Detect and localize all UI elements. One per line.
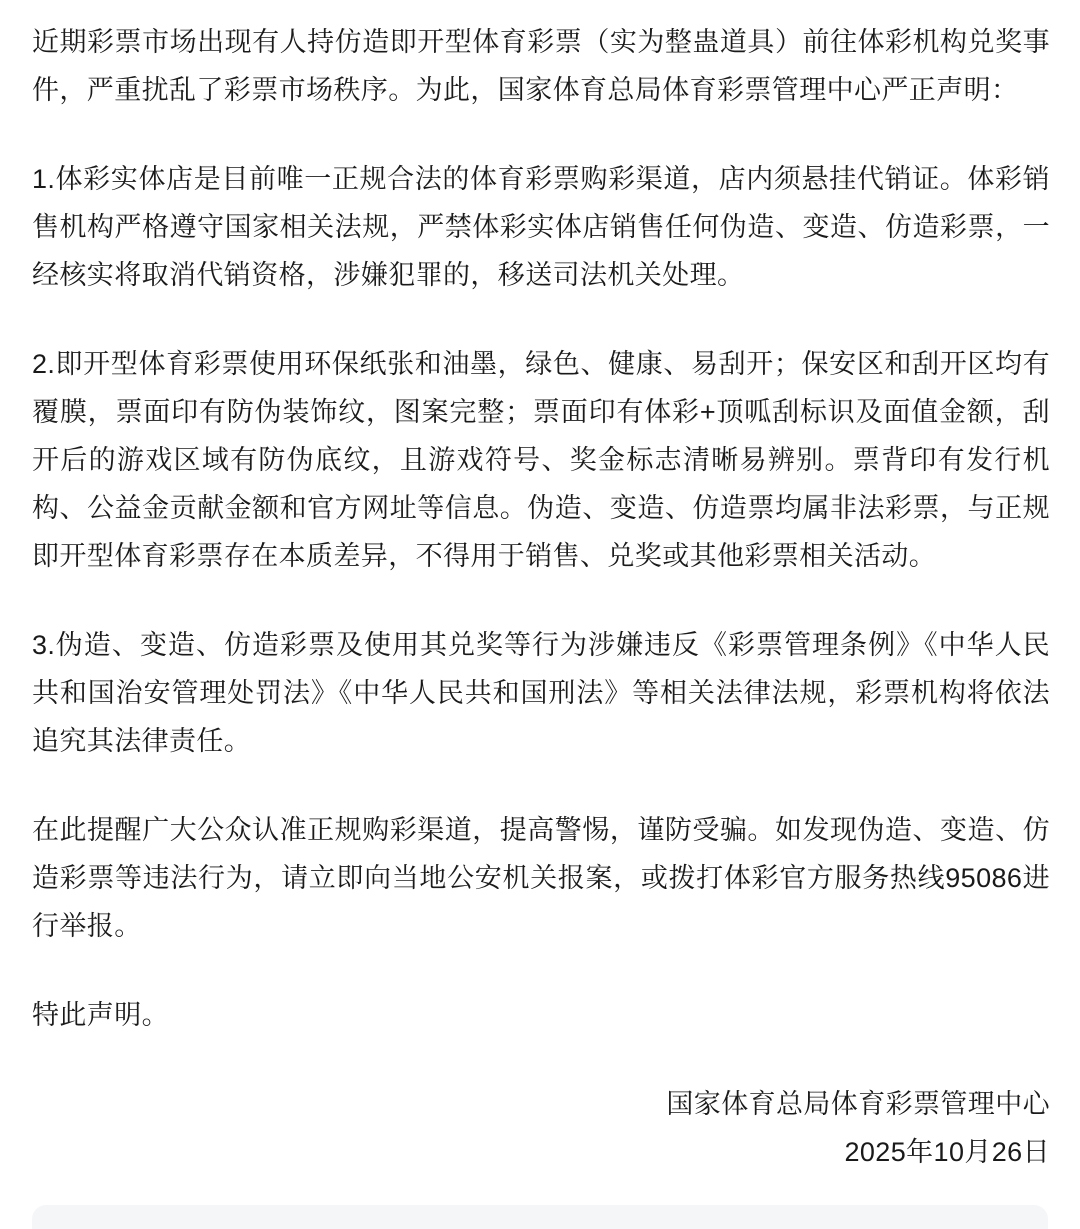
- statement-date: 2025年10月26日: [844, 1137, 1050, 1167]
- statement-point-3: 3.伪造、变造、仿造彩票及使用其兑奖等行为涉嫌违反《彩票管理条例》《中华人民共和国治安管理处罚法》《中华人民共和国刑法》等相关法律法规，彩票机构将依法追究其法律责任。: [32, 630, 1050, 756]
- statement-point-2: 2.即开型体育彩票使用环保纸张和油墨，绿色、健康、易刮开；保安区和刮开区均有覆膜，票面印有防伪装饰纹，图案完整；票面印有体彩+顶呱刮标识及面值金额，刮开后的游戏区域有防伪底纹，且游戏符号、奖金标志清晰易辨别。票背印有发行机构、公益金贡献金额和官方网址等信息。伪造、变造、仿造票均属非法彩票，与正规即开型体育彩票存在本质差异，不得用于销售、兑奖或其他彩票相关活动。: [32, 349, 1050, 571]
- issuing-authority: 国家体育总局体育彩票管理中心: [666, 1089, 1050, 1119]
- signature-block: [32, 1080, 1050, 1176]
- statement-reminder-paragraph: 在此提醒广大公众认准正规购彩渠道，提高警惕，谨防受骗。如发现伪造、变造、仿造彩票等违法行为，请立即向当地公安机关报案，或拨打体彩官方服务热线95086进行举报。: [32, 815, 1050, 941]
- next-card-top-edge: [32, 1205, 1048, 1229]
- statement-closing-line: 特此声明。: [32, 1000, 169, 1030]
- statement-intro-paragraph: 近期彩票市场出现有人持仿造即开型体育彩票（实为整蛊道具）前往体彩机构兑奖事件，严重扰乱了彩票市场秩序。为此，国家体育总局体育彩票管理中心严正声明：: [32, 27, 1050, 105]
- statement-point-1: 1.体彩实体店是目前唯一正规合法的体育彩票购彩渠道，店内须悬挂代销证。体彩销售机构严格遵守国家相关法规，严禁体彩实体店销售任何伪造、变造、仿造彩票，一经核实将取消代销资格，涉嫌犯罪的，移送司法机关处理。: [32, 164, 1050, 290]
